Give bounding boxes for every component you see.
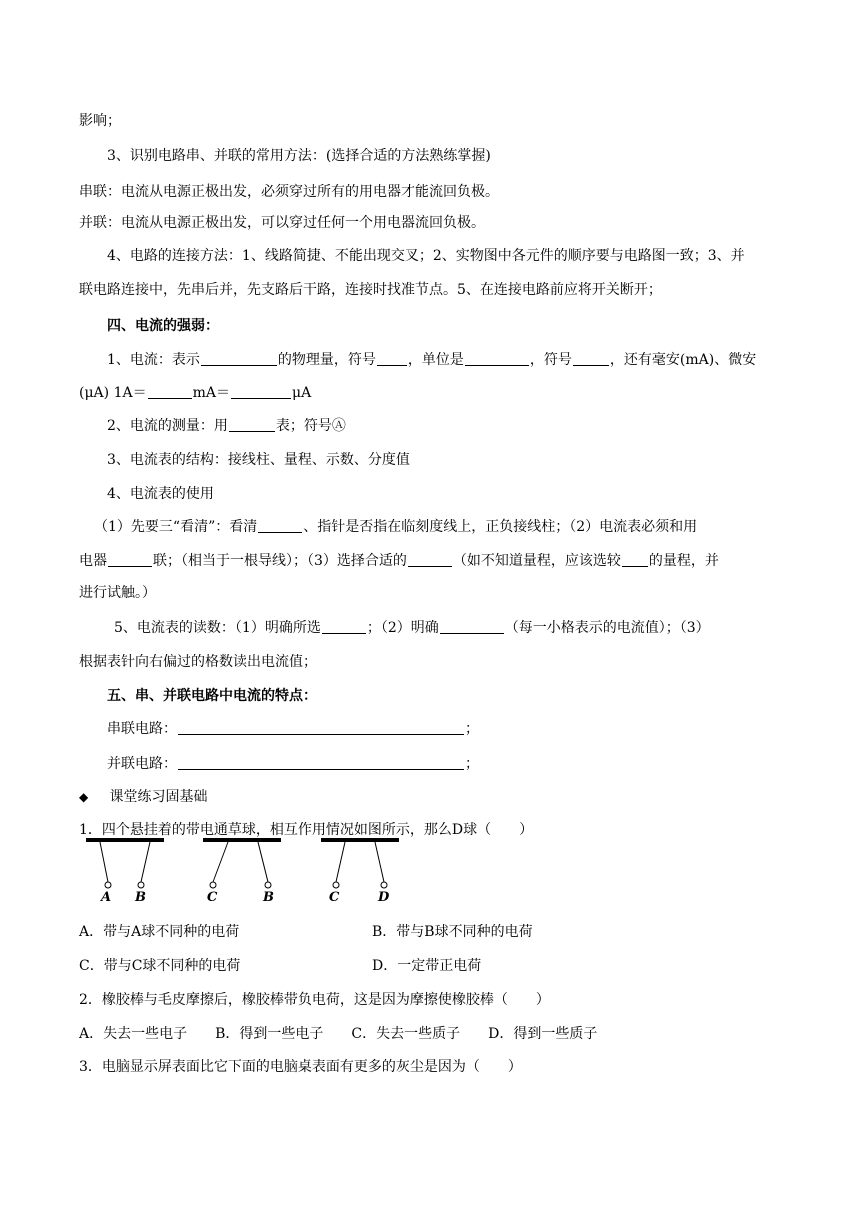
question: 2．橡胶棒与毛皮摩擦后，橡胶棒带负电荷，这是因为摩擦使橡胶棒（ ） — [79, 992, 550, 1008]
question: 1．四个悬挂着的带电通草球，相互作用情况如图所示，那么D球（ ） — [79, 822, 534, 838]
option-a: A．带与A球不同种的电荷 — [79, 924, 240, 940]
blank[interactable] — [322, 619, 366, 634]
blank[interactable] — [408, 552, 452, 567]
ball — [381, 882, 387, 888]
text-line: 3、电流表的结构：接线柱、量程、示数、分度值 — [107, 452, 410, 468]
thread — [258, 842, 268, 882]
text-line: 串联电路： ； — [107, 721, 479, 737]
ball-label: B — [135, 890, 146, 905]
text-line: 并联：电流从电源正极出发，可以穿过任何一个用电器流回负极。 — [79, 215, 485, 231]
ball — [333, 882, 339, 888]
thread — [336, 842, 345, 882]
thread — [100, 842, 108, 882]
blank[interactable] — [258, 518, 302, 533]
blank[interactable] — [465, 351, 529, 366]
blank[interactable] — [178, 720, 464, 735]
section-heading: 四、电流的强弱： — [107, 318, 219, 334]
text-line: 4、电流表的使用 — [107, 486, 214, 502]
ball-label: B — [263, 890, 274, 905]
ball — [138, 882, 144, 888]
text-line: 并联电路： ； — [107, 756, 479, 772]
text-line: 进行试触。） — [79, 585, 156, 601]
blank[interactable] — [148, 384, 192, 399]
text-line: 根据表针向右偏过的格数读出电流值； — [79, 654, 317, 670]
text-line: 电器 联；（相当于一根导线）；（3）选择合适的 （如不知道量程，应该选较 的量程，并 — [79, 553, 719, 569]
exercise-heading: ◆ 课堂练习固基础 — [79, 789, 208, 805]
ball-label: C — [329, 890, 340, 905]
option-c: C．带与C球不同种的电荷 — [79, 958, 241, 974]
support-bar — [321, 838, 399, 842]
blank[interactable] — [231, 384, 291, 399]
blank[interactable] — [108, 552, 152, 567]
text-line: 串联：电流从电源正极出发，必须穿过所有的用电器才能流回负极。 — [79, 184, 499, 200]
text-line: （1）先要三“看清”：看清 、指针是否指在临刻度线上，正负接线柱；（2）电流表必须和用 — [94, 519, 698, 535]
text-line: (μA) 1A＝ mA＝ μA — [79, 385, 312, 401]
thread — [141, 842, 150, 882]
text-line: 3、识别电路串、并联的常用方法：(选择合适的方法熟练掌握) — [107, 148, 491, 164]
ball — [105, 882, 111, 888]
section-heading: 五、串、并联电路中电流的特点： — [107, 688, 317, 704]
ball-label: A — [101, 890, 112, 905]
text-line: 影响； — [79, 113, 121, 129]
text-line: 5、电流表的读数：（1）明确所选 ；（2）明确 （每一小格表示的电流值）；（3） — [114, 620, 710, 636]
question: 3．电脑显示屏表面比它下面的电脑桌表面有更多的灰尘是因为（ ） — [79, 1059, 522, 1075]
blank[interactable] — [622, 552, 648, 567]
option-d: D．一定带正电荷 — [372, 958, 482, 974]
options-row: A．失去一些电子 B．得到一些电子 C．失去一些质子 D．得到一些质子 — [79, 1026, 598, 1042]
ball-label: D — [378, 890, 390, 905]
ball-label: C — [207, 890, 218, 905]
support-bar — [203, 838, 281, 842]
text-line: 4、电路的连接方法：1、线路简捷、不能出现交叉；2、实物图中各元件的顺序要与电路图一致；3、并 — [107, 248, 745, 264]
charged-balls-figure — [0, 830, 860, 910]
blank[interactable] — [573, 351, 609, 366]
ball — [265, 882, 271, 888]
ball — [210, 882, 216, 888]
thread — [375, 842, 384, 882]
support-bar — [86, 838, 164, 842]
text-line: 1、电流：表示 的物理量，符号 ，单位是 ，符号 ，还有毫安(mA)、微安 — [107, 352, 757, 368]
text-line: 联电路连接中，先串后并，先支路后干路，连接时找准节点。5、在连接电路前应将开关断开； — [79, 282, 662, 298]
blank[interactable] — [178, 755, 464, 770]
blank[interactable] — [229, 417, 275, 432]
diamond-bullet-icon: ◆ — [79, 790, 89, 804]
blank[interactable] — [377, 351, 407, 366]
option-b: B．带与B球不同种的电荷 — [372, 924, 533, 940]
text-line: 2、电流的测量：用 表；符号Ⓐ — [107, 418, 346, 434]
blank[interactable] — [201, 351, 277, 366]
blank[interactable] — [440, 619, 504, 634]
thread — [213, 842, 228, 882]
